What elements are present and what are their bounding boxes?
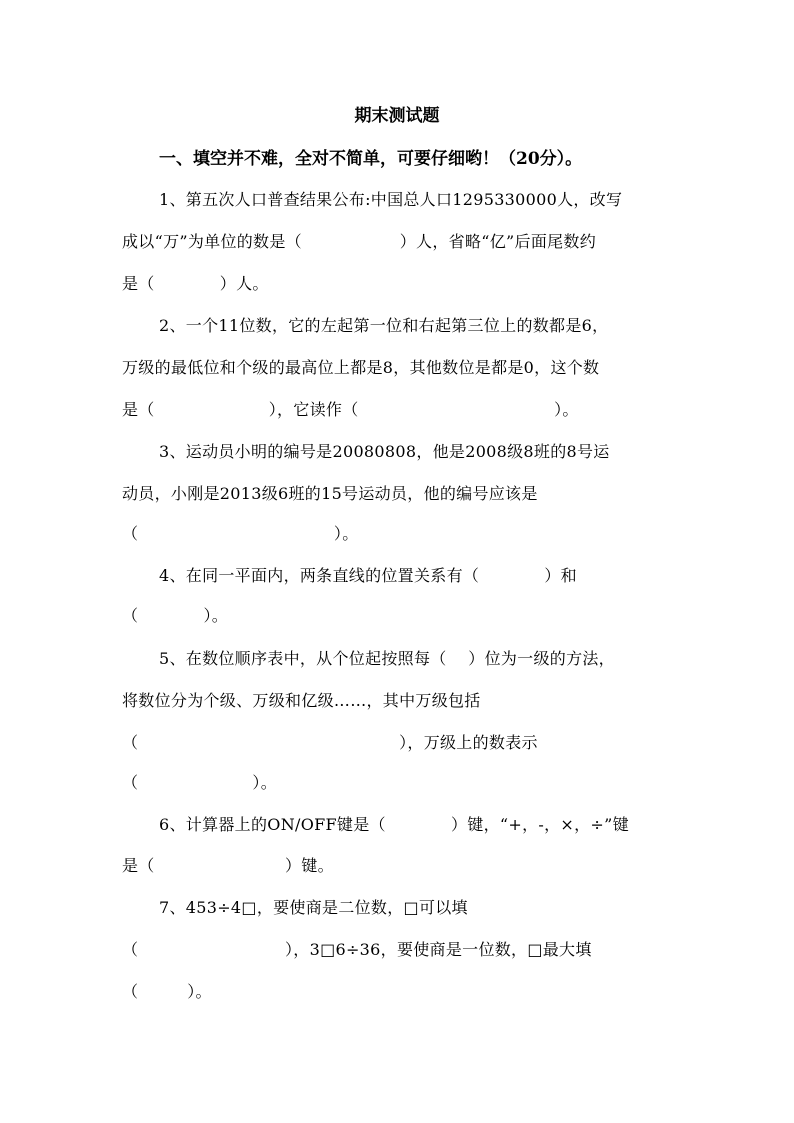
page-title: 期末测试题: [354, 106, 440, 126]
question-7-line-3: （ ）。: [122, 982, 212, 1001]
question-7-line-2: （ ），3□6÷36，要使商是一位数，□最大填: [122, 940, 592, 959]
question-3-line-2: 动员，小刚是2013级6班的15号运动员，他的编号应该是: [122, 484, 538, 503]
question-5-line-1: 5、在数位顺序表中，从个位起按照每（ ）位为一级的方法，: [159, 649, 615, 668]
section-heading: 一、填空并不难，全对不简单，可要仔细哟！（20分）。: [159, 149, 583, 169]
question-6-line-2: 是（ ）键。: [122, 856, 334, 875]
question-4-line-1: 4、在同一平面内，两条直线的位置关系有（ ）和: [159, 566, 577, 585]
question-5-line-2: 将数位分为个级、万级和亿级……，其中万级包括: [122, 691, 481, 710]
question-2-line-2: 万级的最低位和个级的最高位上都是8，其他数位是都是0，这个数: [122, 358, 600, 377]
question-5-line-4: （ ）。: [122, 773, 278, 792]
question-4-line-2: （ ）。: [122, 606, 229, 625]
question-2-line-1: 2、一个11位数，它的左起第一位和右起第三位上的数都是6，: [159, 316, 609, 335]
question-6-line-1: 6、计算器上的ON/OFF键是（ ）键，“+，-，×，÷”键: [159, 815, 629, 834]
question-3-line-1: 3、运动员小明的编号是20080808，他是2008级8班的8号运: [159, 442, 610, 461]
question-3-line-3: （ ）。: [122, 524, 359, 543]
question-2-line-3: 是（ ），它读作（ ）。: [122, 400, 579, 419]
question-7-line-1: 7、453÷4□，要使商是二位数，□可以填: [159, 898, 468, 917]
question-1-line-2: 成以“万”为单位的数是（ ）人，省略“亿”后面尾数约: [122, 232, 597, 251]
question-1-line-1: 1、第五次人口普查结果公布:中国总人口1295330000人，改写: [159, 190, 623, 209]
question-5-line-3: （ ），万级上的数表示: [122, 733, 538, 752]
question-1-line-3: 是（ ）人。: [122, 274, 269, 293]
